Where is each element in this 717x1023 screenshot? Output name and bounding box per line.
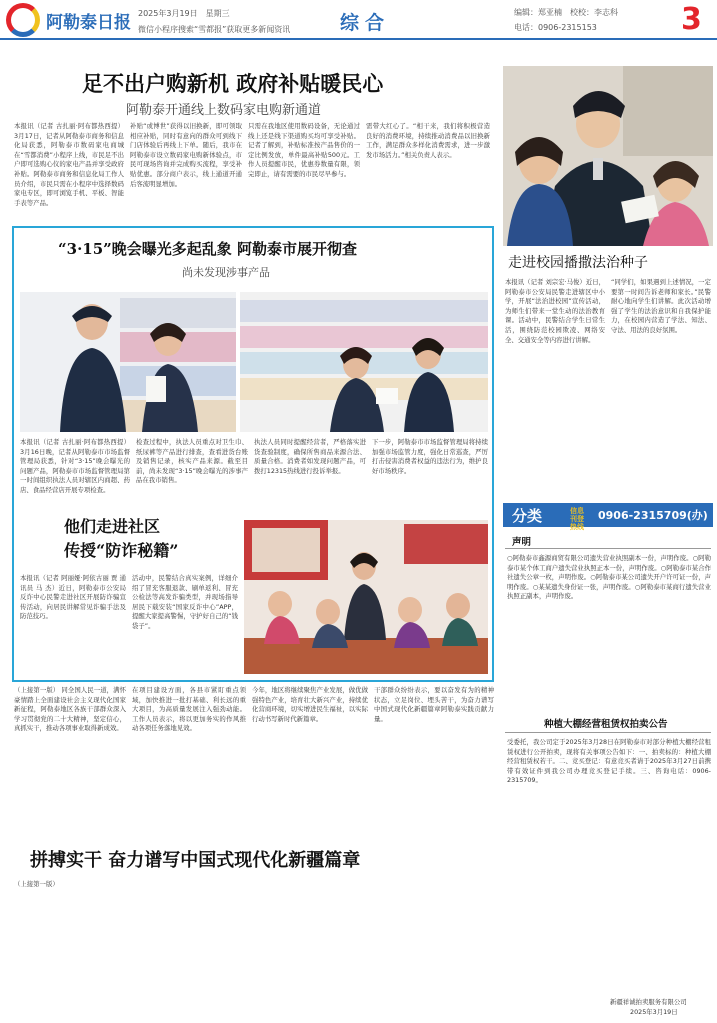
feature-body-col2: 在项目建设方面，各县市紧盯重点领域，加快推进一批打基础、利长远的重大项目，为高质量发展注入强劲动能。工作人员表示，将以更加务实的作风推动各项任务落地见效。 <box>132 686 246 733</box>
campus-body-col1: 本报讯（记者 刘宗宏·马俊）近日，阿勒泰市公安局民警走进辖区中小学，开展“法治进校园”宣传活动，为师生们带来一堂生动的法治教育课。活动中，民警结合学生日常生活，围绕防范校园欺凌、网络安全、交通安全等内容进行讲解。 <box>505 278 605 344</box>
classified-label: 分类 <box>512 507 543 525</box>
story-315-headline: “3·15”晚会曝光多起乱象 阿勒泰市展开彻查 <box>58 240 358 258</box>
classified-info-mid: 刊登 <box>570 515 584 523</box>
subscribe-hint: 微信小程序搜索“雪都报”获取更多新闻资讯 <box>138 25 291 34</box>
lead-body-col4: 需带大红心了。“相干来，我们将积极营造良好的消费环境，持续推动消费品以旧换新工作，满足群众多样化消费需求，进一步激发市场活力。”相关负责人表示。 <box>366 122 490 159</box>
page-number: 3 <box>681 2 702 37</box>
campus-photo <box>503 66 713 246</box>
lead-body-col1: 本报讯（记者 古扎丽·阿布都热西提）3月17日，记者从阿勒泰市商务和信息化局获悉，阿勒泰市数码家电商城在“雪都消费”小程序上线，市民足不出户即可选购心仪的家电产品并享受政府补贴。阿勒泰市商务和信息化局工作人员介绍，市民只需在小程序中选择数码家电专区，即可浏览手机、平板、智能手表等产品。 <box>14 122 124 207</box>
story-315-body-col3: 执法人员同时提醒经营者，严格落实进货查验制度，确保所售商品来源合法、质量合格。消费者如发现问题产品，可拨打12315热线进行投诉举报。 <box>254 438 366 475</box>
statement-body: ○阿勒泰市鑫源商贸有限公司遗失营业执照副本一份，声明作废。○阿勒泰市某个体工商户遗失营业执照正本一份，声明作废。○阿勒泰市某合作社遗失公章一枚，声明作废。○阿勒泰市某公司遗失开户许可证一份，声明作废。○某某遗失身份证一张，声明作废。○阿勒泰市某商行遗失营业执照正副本，声明作废。 <box>507 554 711 601</box>
newspaper-logo-icon <box>6 3 40 37</box>
contact-phone: 电话：0906-2315153 <box>514 23 597 32</box>
feature-body-col1: （上接第一版） 同全国人民一道，满怀豪情踏上全面建设社会主义现代化国家新征程，阿勒泰地区各族干部群众深入学习贯彻党的二十大精神，坚定信心，真抓实干，推动各项事业取得新成效。 <box>14 686 126 733</box>
auction-title: 种植大棚经营租赁权拍卖公告 <box>544 719 668 730</box>
lead-subheadline: 阿勒泰开通线上数码家电购新通道 <box>126 103 322 118</box>
classified-info <box>570 507 584 531</box>
campus-photo-illustration <box>503 66 713 246</box>
lead-body-col2: 补贴“或博世”获得以旧换新，即可领取相应补贴，同时有意向的群众可到线下门店体验后再线上下单。随后，我市在阿勒泰市设立数码家电购新体验点，市民可现场咨询并完成购买流程，享受补贴优惠。部分商户表示，线上通道开通后客流明显增加。 <box>130 122 242 188</box>
community-body-col2: 活动中，民警结合真实案例，详细介绍了冒充客服退款、刷单返利、冒充公检法等高发诈骗类型，并现场指导居民下载安装“国家反诈中心”APP，提醒大家提高警惕，守护好自己的“钱袋子”。 <box>132 574 238 630</box>
community-body-col1: 本报讯（记者 阿丽娅·阿依古丽 贾 通讯员 马 杰）近日，阿勒泰市公安局反诈中心民警走进社区开展防诈骗宣传活动，向居民讲解常见诈骗手法及防范技巧。 <box>20 574 126 621</box>
community-headline: 他们走进社区 <box>64 517 161 536</box>
campus-body-col2: “同学们，如果遇到上述情况，一定要第一时间告诉老师和家长。”民警耐心地向学生们讲解。此次活动增强了学生的法治意识和自我保护能力，在校园内营造了学法、知法、守法、用法的良好氛围。 <box>611 278 711 334</box>
issue-date: 2025年3月19日 星期三 <box>138 9 230 18</box>
market-photo-right <box>240 292 488 432</box>
campus-headline: 走进校园播撒法治种子 <box>508 255 648 271</box>
lead-headline: 足不出户购新机 政府补贴暖民心 <box>82 71 384 96</box>
feature-body-col4: 干部群众纷纷表示，要以奋发有为的精神状态，立足岗位、埋头苦干，为奋力谱写中国式现代化新疆篇章阿勒泰实践贡献力量。 <box>374 686 494 723</box>
community-photo <box>244 520 488 674</box>
feature-body-col3: 今年，地区将继续聚焦产业发展，做优做强特色产业，培育壮大新兴产业，持续优化营商环境，切实增进民生福祉，以实际行动书写新时代新篇章。 <box>252 686 368 723</box>
story-315-body-col1: 本报讯（记者 古扎丽·阿布都热西提）3月16日晚，记者从阿勒泰市市场监督管理局获悉，针对“3·15”晚会曝光的问题产品，阿勒泰市市场监督管理局第一时间组织执法人员对辖区内商超、药店、食品经营店开展专项检查。 <box>20 438 130 494</box>
feature-headline: 拼搏实干 奋力谱写中国式现代化新疆篇章 <box>30 850 361 871</box>
statement-title: 声明 <box>512 537 532 548</box>
editor-line: 编辑：郑亚楠 校校：李志科 <box>514 8 618 17</box>
feature-note: （上接第一版） <box>14 880 59 888</box>
auction-divider <box>505 732 711 733</box>
classified-info-bottom: 热线 <box>570 523 584 531</box>
classified-phone: 0906-2315709(办) <box>598 509 708 522</box>
auction-body: 受委托，我公司定于2025年3月28日在阿勒泰市对部分种植大棚经营租赁权进行公开拍卖，现将有关事项公告如下：一、拍卖标的：种植大棚经营租赁权若干。二、竞买登记：有意竞买者请于2025年3月27日前携带有效证件到我公司办理竞买登记手续。三、咨询电话：0906-2315709。 <box>507 738 711 785</box>
classified-info-top: 信息 <box>570 507 584 515</box>
auction-date: 2025年3月19日 <box>630 1008 678 1016</box>
community-photo-illustration <box>244 520 488 674</box>
story-315-subheadline: 尚未发现涉事产品 <box>182 266 270 279</box>
market-photo-right-illustration <box>240 292 488 432</box>
story-315-body-col4: 下一步，阿勒泰市市场监督管理局将持续加强市场监管力度，强化日常巡查，严厉打击侵害消费者权益的违法行为，维护良好市场秩序。 <box>372 438 488 475</box>
section-title: 综合 <box>340 12 391 34</box>
community-headline-line2: 传授“防诈秘籍” <box>64 541 179 560</box>
market-photo-left-illustration <box>20 292 236 432</box>
newspaper-name: 阿勒泰日报 <box>46 13 131 33</box>
statement-divider <box>505 548 711 549</box>
auction-company: 新疆祥诚拍卖服务有限公司 <box>610 998 687 1006</box>
market-photo-left <box>20 292 236 432</box>
lead-body-col3: 只需在我地区使用数码设备，无论通过线上还是线下渠道购买均可享受补贴。记者了解到，补贴标准按产品售价的一定比例发放，单件最高补贴500元。工作人员提醒市民，优惠券数量有限，领完即止，请有需要的市民尽早参与。 <box>248 122 360 178</box>
story-315-body-col2: 检查过程中，执法人员重点对卫生巾、纸尿裤等产品进行排查，查看进货台账及销售记录，核实产品来源。截至目前，尚未发现“3·15”晚会曝光的涉事产品在我市销售。 <box>136 438 248 485</box>
